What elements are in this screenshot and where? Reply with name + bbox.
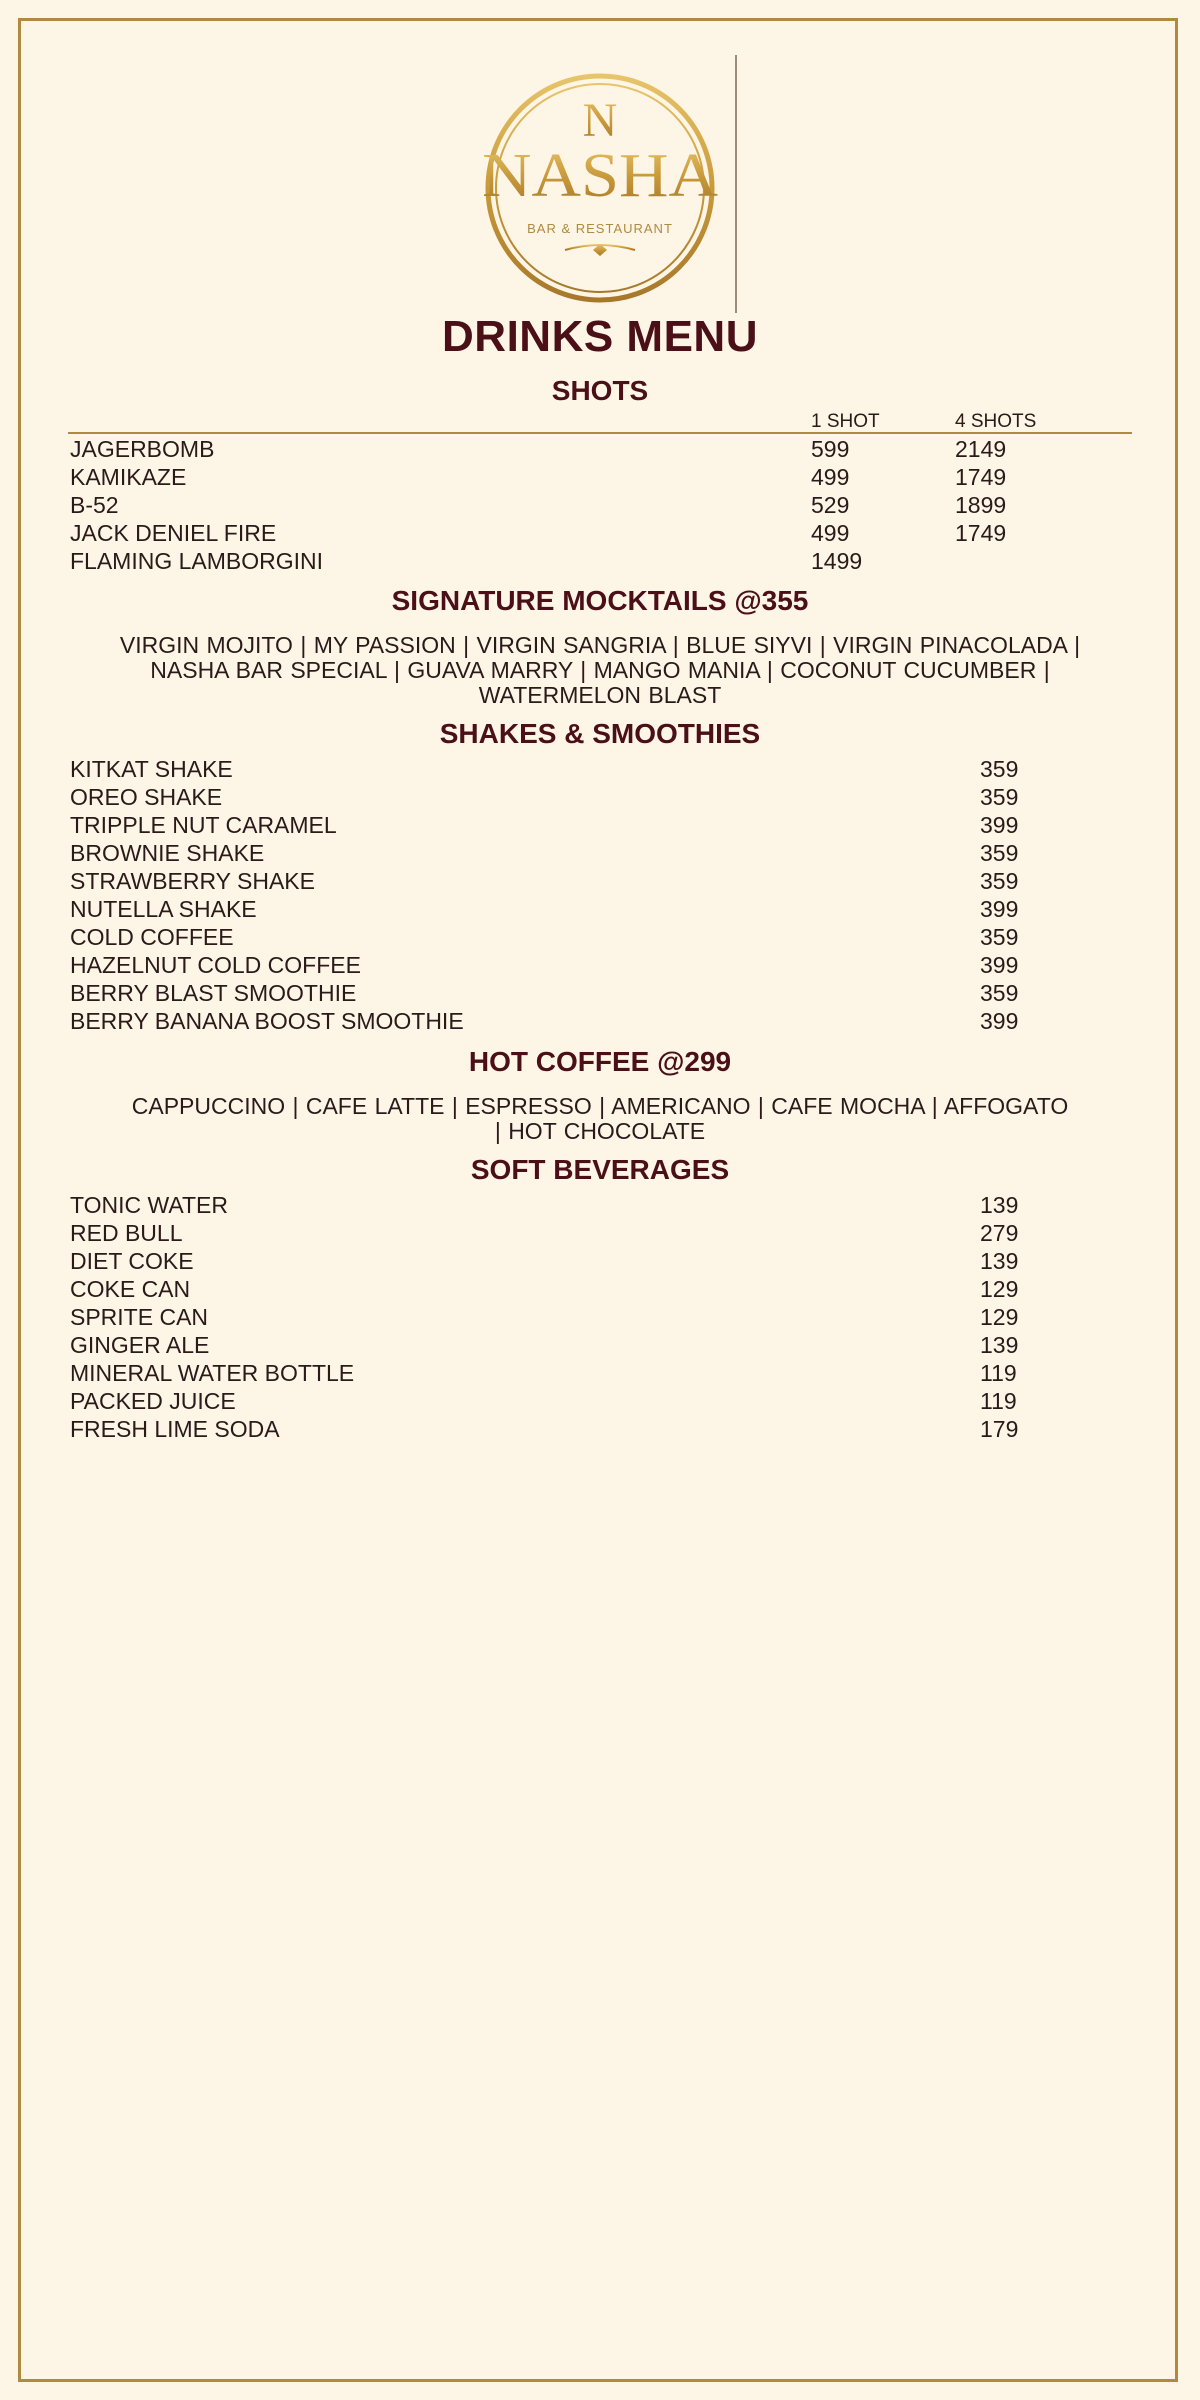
one-shot-column-header: 1 SHOT — [811, 411, 880, 432]
item-price: 279 — [980, 1220, 1019, 1246]
nasha-logo — [470, 68, 730, 308]
menu-item — [70, 868, 1140, 896]
menu-item — [70, 492, 1140, 520]
item-price: 399 — [980, 812, 1019, 838]
hot-coffee-line: | HOT CHOCOLATE — [494, 1118, 706, 1144]
menu-item — [70, 464, 1140, 492]
item-name: PACKED JUICE — [70, 1388, 236, 1414]
logo-divider — [735, 55, 737, 313]
item-name: HAZELNUT COLD COFFEE — [70, 952, 361, 978]
menu-item — [70, 812, 1140, 840]
item-price: 359 — [980, 868, 1019, 894]
menu-item — [70, 896, 1140, 924]
price-four-shots: 1899 — [955, 492, 1007, 518]
price-one-shot: 599 — [811, 436, 850, 462]
price-one-shot: 499 — [811, 520, 850, 546]
menu-item — [70, 1192, 1140, 1220]
mocktails-heading: SIGNATURE MOCKTAILS @355 — [391, 585, 809, 616]
item-price: 359 — [980, 980, 1019, 1006]
four-shots-column-header: 4 SHOTS — [955, 411, 1037, 432]
item-name: FLAMING LAMBORGINI — [70, 548, 324, 574]
item-price: 359 — [980, 784, 1019, 810]
menu-item — [70, 1360, 1140, 1388]
menu-item — [70, 1276, 1140, 1304]
menu-item — [70, 756, 1140, 784]
mocktails-line: NASHA BAR SPECIAL | GUAVA MARRY | MANGO MANIA | COCONUT CUCUMBER | — [150, 657, 1050, 683]
item-name: KAMIKAZE — [70, 464, 187, 490]
menu-item — [70, 436, 1140, 464]
menu-item — [70, 520, 1140, 548]
menu-item — [70, 548, 1140, 576]
menu-item — [70, 1008, 1140, 1036]
item-price: 119 — [980, 1388, 1017, 1414]
item-name: SPRITE CAN — [70, 1304, 209, 1330]
item-name: BROWNIE SHAKE — [70, 840, 265, 866]
item-name: STRAWBERRY SHAKE — [70, 868, 315, 894]
item-price: 399 — [980, 896, 1019, 922]
item-name: BERRY BANANA BOOST SMOOTHIE — [70, 1008, 464, 1034]
item-name: DIET COKE — [70, 1248, 194, 1274]
item-price: 139 — [980, 1248, 1019, 1274]
shots-divider — [68, 432, 1132, 434]
logo-monogram: N — [582, 94, 618, 147]
item-name: OREO SHAKE — [70, 784, 223, 810]
item-price: 129 — [980, 1276, 1019, 1302]
shots-heading: SHOTS — [551, 375, 649, 406]
item-name: BERRY BLAST SMOOTHIE — [70, 980, 357, 1006]
item-name: KITKAT SHAKE — [70, 756, 233, 782]
hot-coffee-line: CAPPUCCINO | CAFE LATTE | ESPRESSO | AMERICANO | CAFE MOCHA | AFFOGATO — [131, 1093, 1069, 1119]
item-name: COKE CAN — [70, 1276, 191, 1302]
menu-item — [70, 1220, 1140, 1248]
hot-coffee-list — [60, 1094, 1140, 1144]
price-one-shot: 499 — [811, 464, 850, 490]
price-four-shots: 1749 — [955, 464, 1007, 490]
item-price: 129 — [980, 1304, 1019, 1330]
price-four-shots: 1749 — [955, 520, 1007, 546]
mocktails-line: WATERMELON BLAST — [478, 682, 722, 708]
item-price: 139 — [980, 1332, 1019, 1358]
hot-coffee-heading: HOT COFFEE @299 — [468, 1046, 732, 1077]
menu-item — [70, 1388, 1140, 1416]
menu-item — [70, 784, 1140, 812]
soft-beverages-heading: SOFT BEVERAGES — [470, 1154, 730, 1185]
item-price: 179 — [980, 1416, 1019, 1442]
menu-item — [70, 1332, 1140, 1360]
item-price: 359 — [980, 840, 1019, 866]
mocktails-line: VIRGIN MOJITO | MY PASSION | VIRGIN SANGRIA | BLUE SIYVI | VIRGIN PINACOLADA | — [119, 632, 1081, 658]
logo-tagline: BAR & RESTAURANT — [527, 221, 673, 236]
menu-item — [70, 1416, 1140, 1444]
page-title: DRINKS MENU — [442, 312, 758, 361]
menu-item — [70, 924, 1140, 952]
price-four-shots: 2149 — [955, 436, 1007, 462]
item-name: RED BULL — [70, 1220, 183, 1246]
menu-item — [70, 952, 1140, 980]
menu-item — [70, 1304, 1140, 1332]
item-name: B-52 — [70, 492, 119, 518]
item-name: FRESH LIME SODA — [70, 1416, 280, 1442]
item-price: 399 — [980, 1008, 1019, 1034]
item-name: MINERAL WATER BOTTLE — [70, 1360, 355, 1386]
item-price: 119 — [980, 1360, 1017, 1386]
item-price: 359 — [980, 756, 1019, 782]
item-price: 359 — [980, 924, 1019, 950]
item-name: JAGERBOMB — [70, 436, 215, 462]
item-name: GINGER ALE — [70, 1332, 210, 1358]
price-one-shot: 529 — [811, 492, 850, 518]
item-name: COLD COFFEE — [70, 924, 234, 950]
item-name: JACK DENIEL FIRE — [70, 520, 277, 546]
item-price: 139 — [980, 1192, 1019, 1218]
item-name: NUTELLA SHAKE — [70, 896, 257, 922]
price-one-shot: 1499 — [811, 548, 863, 574]
item-price: 399 — [980, 952, 1019, 978]
mocktails-list — [60, 633, 1140, 708]
logo-name: NASHA — [482, 142, 719, 210]
item-name: TRIPPLE NUT CARAMEL — [70, 812, 337, 838]
menu-item — [70, 980, 1140, 1008]
shakes-heading: SHAKES & SMOOTHIES — [439, 718, 761, 749]
menu-item — [70, 840, 1140, 868]
item-name: TONIC WATER — [70, 1192, 229, 1218]
menu-item — [70, 1248, 1140, 1276]
